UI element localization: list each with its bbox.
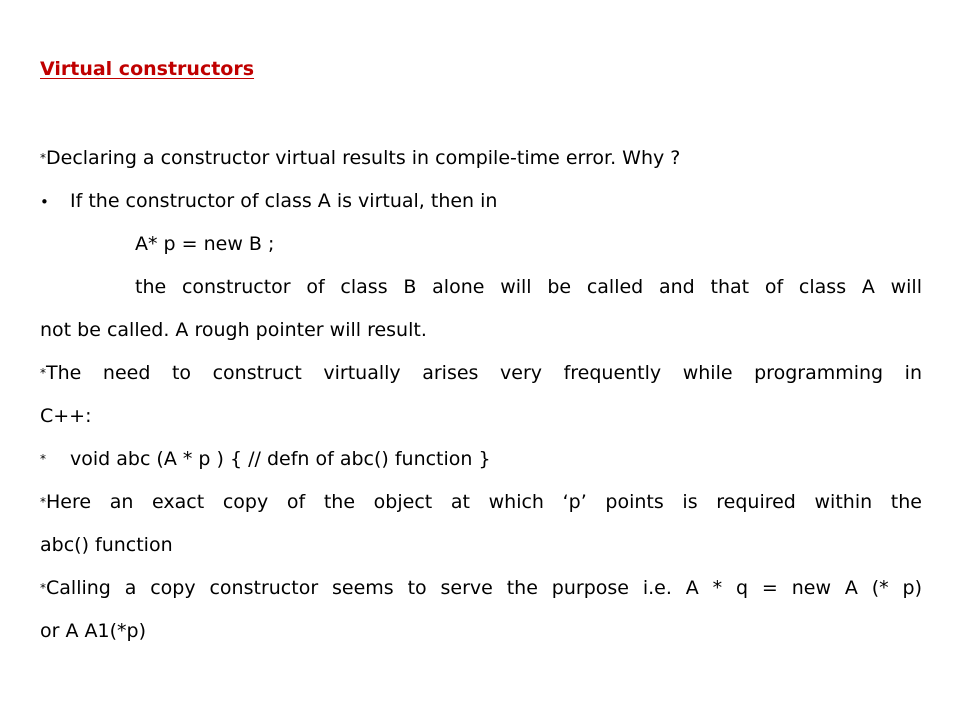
text-line-copy-constructor — [40, 576, 922, 600]
star-marker: * — [40, 366, 46, 380]
star-marker: * — [40, 151, 46, 165]
line-text: The need to construct virtually arises very frequently while programming in — [46, 362, 922, 384]
code-line-new-b: A* p = new B ; — [135, 233, 275, 255]
code-line-void-abc — [40, 447, 922, 471]
bullet-icon: • — [40, 193, 49, 211]
star-marker: * — [40, 452, 46, 466]
text-line-need-construct — [40, 361, 922, 385]
text-line-constructor-b: the constructor of class B alone will be called and that of class A will — [135, 276, 922, 298]
text-line-abc-function: abc() function — [40, 534, 173, 556]
text-line-cpp: C++: — [40, 405, 92, 427]
text-line-exact-copy — [40, 490, 922, 514]
line-text: Here an exact copy of the object at which ‘p’ points is required within the — [46, 491, 922, 513]
line-text: Calling a copy constructor seems to serve the purpose i.e. A * q = new A (* p) — [46, 577, 922, 599]
star-marker: * — [40, 581, 46, 595]
bullet-line-virtual-constructor — [40, 189, 922, 214]
line-text: If the constructor of class A is virtual, then in — [70, 190, 498, 212]
text-line-rough-pointer: not be called. A rough pointer will result. — [40, 319, 427, 341]
text-line-a-a1: or A A1(*p) — [40, 620, 146, 642]
text-line-declaring — [40, 146, 922, 170]
line-text: void abc (A * p ) { // defn of abc() function } — [70, 448, 491, 470]
line-text: Declaring a constructor virtual results in compile-time error. Why ? — [46, 147, 681, 169]
star-marker: * — [40, 495, 46, 509]
slide-title: Virtual constructors — [40, 58, 255, 80]
